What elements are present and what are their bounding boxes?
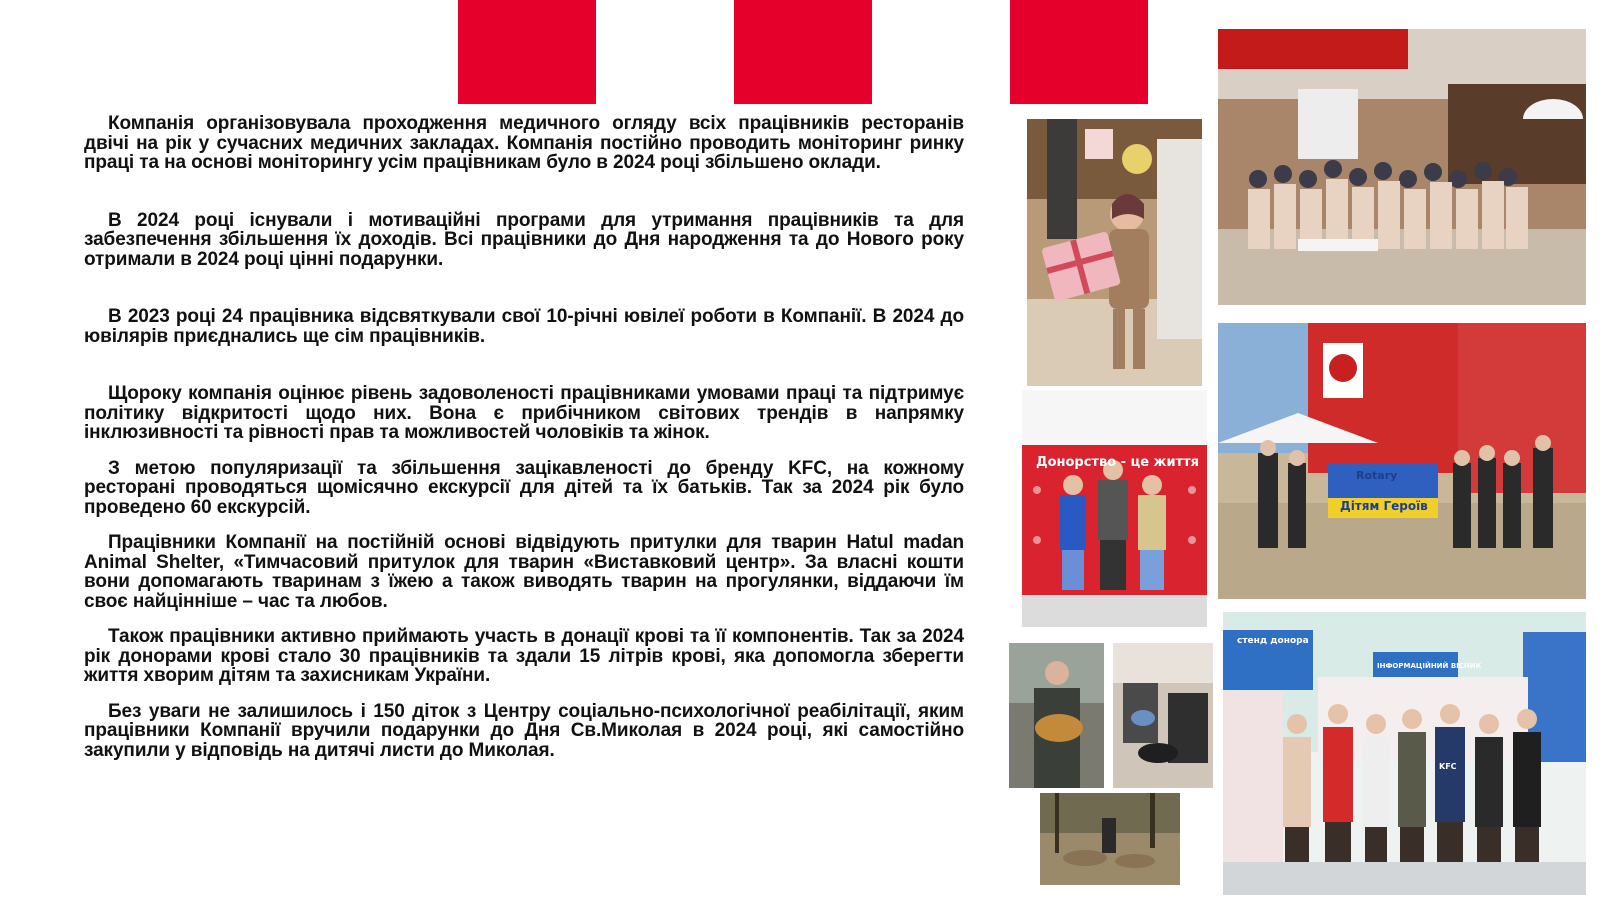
donor-stand-title: стенд донора: [1237, 636, 1309, 646]
paragraph-st-nicholas-gifts: Без уваги не залишилось і 150 діток з Центру соціально-психологічної реабілітації, яким працівники Компанії вручили подарунки до Дня Св.Миколая в 2024 році, які самостійно закупили у відповідь на дитячі листи до Миколая.: [84, 700, 964, 761]
photo-man-holding-dog: [1009, 643, 1104, 788]
paragraph-satisfaction: Щороку компанія оцінює рівень задоволеності працівниками умовами праці та підтримує політику відкритості щодо них. Вона є прибічником світових трендів в напрямку інклюзивності та рівності прав та можливостей чоловіків та жінок.: [84, 383, 964, 443]
paragraph-blood-donation: Також працівники активно приймають участь в донації крові та її компонентів. Так за 2024 рік донорами крові стало 30 працівників та здали 15 літрів крові, яка допомогла зберегти життя хворим дітям та захисникам України.: [84, 626, 964, 686]
kfc-bag-label: KFC: [1439, 762, 1457, 771]
rotary-flag-label: Rotary: [1356, 469, 1398, 482]
paragraph-medical-checkup: Компанія організовувала проходження медичного огляду всіх працівників ресторанів двічі на рік у сучасних медичних закладах. Компанія постійно проводить моніторинг ринку праці та на основі моніторингу усім працівникам було в 2024 році збільшено оклади.: [84, 113, 964, 173]
text-column: [84, 114, 964, 760]
photo-people-with-puppies: [1113, 643, 1213, 788]
decorative-red-block: [1010, 0, 1148, 104]
photo-group-in-restaurant: [1218, 29, 1586, 305]
paragraph-animal-shelters: Працівники Компанії на постійній основі відвідують притулки для тварин Hatul madan Animal Shelter, «Тимчасовий притулок для тварин «Виставковий центр». За власні кошти вони допомагають тваринам з їжею а також виводять тварин на прогулянки, віддаючи їм своє найцінніше – час та любов.: [84, 532, 964, 612]
paragraph-anniversaries: В 2023 році 24 працівника відсвяткували свої 10-річні ювілеї роботи в Компанії. В 2024 до ювілярів приєднались ще сім працівників.: [84, 306, 964, 347]
photo-donor-stand-group: [1223, 612, 1586, 895]
photo-donor-banner-group: [1022, 390, 1207, 627]
decorative-red-block: [458, 0, 596, 104]
donor-banner-text: Донорство - це життя: [1036, 455, 1200, 470]
photo-dogs-forest-walk: [1040, 793, 1180, 885]
heroes-flag-label: Дітям Героїв: [1340, 499, 1428, 513]
photo-kfc-outdoor-group: [1218, 323, 1586, 599]
photo-girl-with-gift: [1027, 119, 1202, 386]
decorative-red-block: [734, 0, 872, 104]
paragraph-motivation-programs: В 2024 році існували і мотиваційні програми для утримання працівників та для забезпечення збільшення їх доходів. Всі працівники до Дня народження та до Нового року отримали в 2024 році цінні подарунки.: [84, 209, 964, 270]
paragraph-excursions: З метою популяризації та збільшення зацікавленості до бренду KFC, на кожному ресторані проводяться щомісячно екскурсії для дітей та їх батьків. Так за 2024 рік було проведено 60 екскурсій.: [84, 457, 964, 518]
donor-stand-board: ІНФОРМАЦІЙНИЙ ВІСНИК: [1377, 662, 1482, 670]
